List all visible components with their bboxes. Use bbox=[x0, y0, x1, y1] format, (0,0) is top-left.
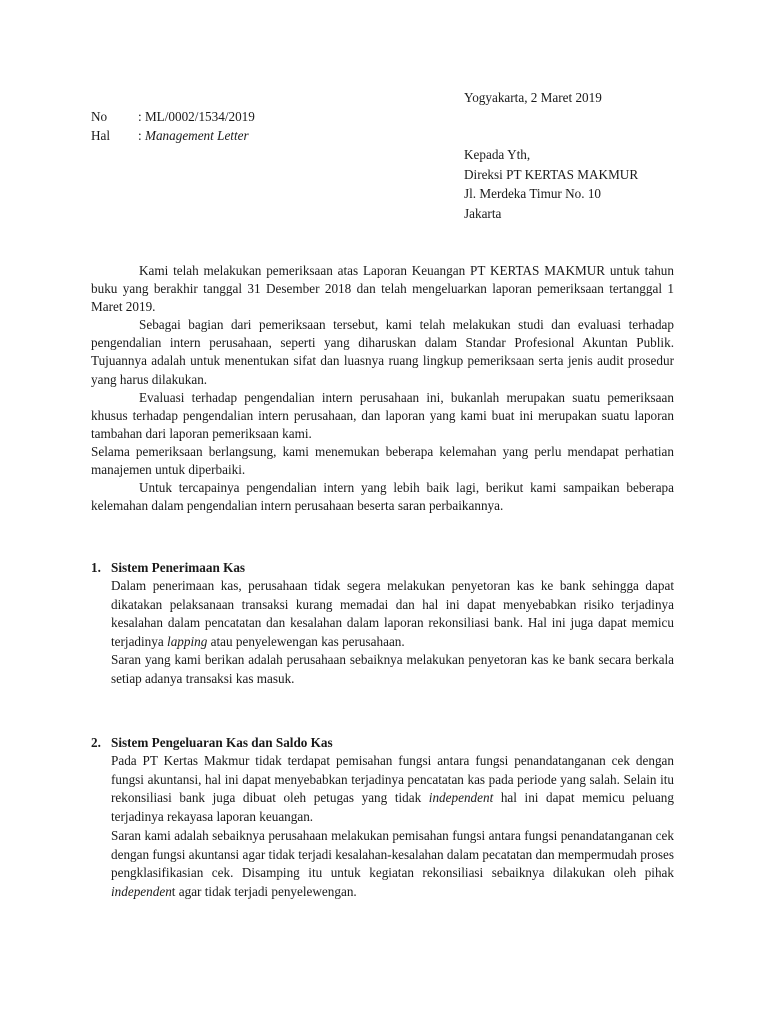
intro-paragraph-4: Selama pemeriksaan berlangsung, kami menemukan beberapa kelemahan yang perlu mendapat perhatian manajemen untuk diperbaiki. bbox=[91, 443, 674, 478]
hal-value: Management Letter bbox=[144, 128, 249, 143]
section-penerimaan-kas bbox=[91, 559, 674, 689]
section-pengeluaran-kas bbox=[91, 734, 674, 902]
section-paragraph-1 bbox=[111, 752, 674, 827]
place-date: Yogyakarta, 2 Maret 2019 bbox=[464, 90, 602, 105]
section-content bbox=[111, 752, 674, 902]
section-heading bbox=[91, 559, 674, 577]
italic-term: independent bbox=[428, 790, 494, 806]
section-content bbox=[111, 577, 674, 689]
paragraph-text: Pada PT Kertas Makmur tidak terdapat pemisahan fungsi antara fungsi penandatanganan cek dengan fungsi akuntansi, hal ini dapat menyebabkan terjadinya pencatatan kas pada periode yang salah. Selain itu rekonsiliasi bank juga dibuat oleh petugas yang tidak bbox=[111, 753, 674, 806]
subject-line bbox=[91, 126, 249, 145]
recipient-company: Direksi PT KERTAS MAKMUR bbox=[464, 166, 639, 182]
hal-prefix: : bbox=[138, 128, 145, 143]
section-title: Sistem Pengeluaran Kas dan Saldo Kas bbox=[111, 735, 333, 750]
recipient-address: Jl. Merdeka Timur No. 10 bbox=[464, 186, 602, 201]
paragraph-text: hal ini dapat memicu peluang terjadinya rekayasa laporan keuangan. bbox=[111, 790, 674, 825]
section-number: 1. bbox=[91, 560, 101, 575]
recipient-greeting: Kepada Yth, bbox=[464, 147, 531, 162]
section-paragraph-2: Saran yang kami berikan adalah perusahaan sebaiknya melakukan penyetoran kas ke bank secara berkala setiap adanya transaksi kas masuk. bbox=[111, 652, 674, 686]
italic-term: independen bbox=[111, 883, 172, 899]
recipient-city: Jakarta bbox=[464, 205, 502, 221]
paragraph-text: Saran kami adalah sebaiknya perusahaan melakukan pemisahan fungsi antara fungsi penandatanganan cek dengan fungsi akuntansi agar tidak terjadi kesalahan-kesalahan dalam pecatatan dan mempermudah proses pengklasifikasian cek. Disamping itu untuk kegiatan rekonsiliasi sebaiknya dilakukan oleh pihak bbox=[111, 827, 674, 881]
intro-paragraph-2: Sebagai bagian dari pemeriksaan tersebut, kami telah melakukan studi dan evaluasi terhadap pengendalian intern perusahaan, seperti yang diharuskan dalam Standar Profesional Akuntan Publik. Tujuannya adalah untuk menentukan sifat dan luasnya ruang lingkup pemeriksaan serta jenis audit prosedur yang harus dilakukan. bbox=[91, 317, 674, 387]
section-paragraph-1 bbox=[111, 577, 674, 651]
section-title: Sistem Penerimaan Kas bbox=[111, 560, 246, 575]
intro-paragraph-3: Evaluasi terhadap pengendalian intern perusahaan ini, bukanlah merupakan suatu pemeriksaan khusus terhadap pengendalian intern perusahaan, dan laporan yang kami buat ini merupakan suatu laporan tambahan dari laporan pemeriksaan kami. bbox=[91, 389, 674, 441]
no-value: : ML/0002/1534/2019 bbox=[138, 109, 255, 124]
section-paragraph-2 bbox=[111, 827, 674, 902]
section-heading bbox=[91, 734, 674, 752]
hal-label: Hal bbox=[91, 128, 111, 143]
paragraph-text: t agar tidak terjadi penyelewengan. bbox=[171, 883, 357, 899]
paragraph-text: atau penyelewengan kas perusahaan. bbox=[207, 633, 405, 649]
intro-paragraph-5: Untuk tercapainya pengendalian intern yang lebih baik lagi, berikut kami sampaikan beberapa kelemahan dalam pengendalian intern perusahaan beserta saran perbaikannya. bbox=[91, 480, 674, 514]
italic-term: lapping bbox=[167, 633, 208, 649]
letter-body bbox=[91, 262, 674, 515]
reference-number bbox=[91, 107, 255, 126]
recipient-block bbox=[464, 145, 638, 223]
intro-paragraph-1: Kami telah melakukan pemeriksaan atas Laporan Keuangan PT KERTAS MAKMUR untuk tahun buku yang berakhir tanggal 31 Desember 2018 dan telah mengeluarkan laporan pemeriksaan tertanggal 1 Maret 2019. bbox=[91, 263, 674, 315]
paragraph-text: Dalam penerimaan kas, perusahaan tidak segera melakukan penyetoran kas ke bank sehingga dapat dikatakan pelaksanaan transaksi kurang memadai dan hal ini dapat menyebabkan risiko terjadinya kesalahan dalam pencatatan dan kesalahan dalam laporan rekonsiliasi bank. Hal ini juga dapat memicu terjadinya bbox=[111, 578, 674, 649]
section-number: 2. bbox=[91, 735, 101, 750]
no-label: No bbox=[91, 109, 108, 124]
